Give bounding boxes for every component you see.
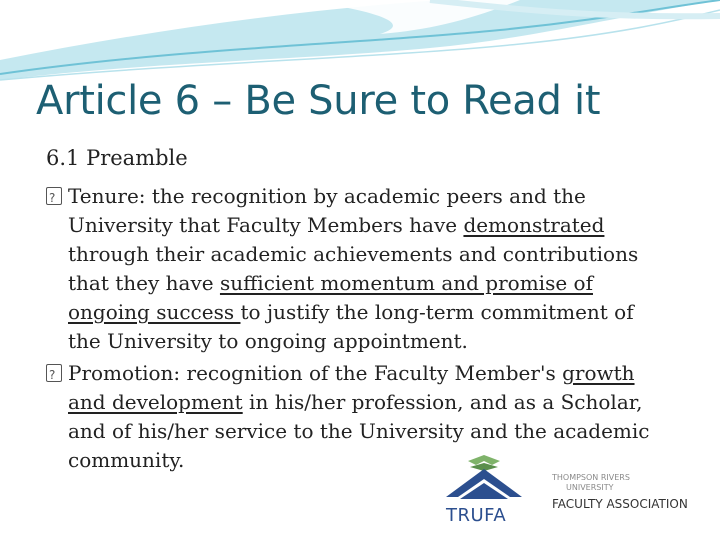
tenure-line-3: through their academic achievements and contributions xyxy=(68,242,639,266)
section-heading: 6.1 Preamble xyxy=(46,146,188,170)
missing-glyph-icon xyxy=(46,364,62,382)
promotion-line-3: and of his/her service to the University and the academic xyxy=(68,419,650,443)
tenure-line-4: that they have xyxy=(68,271,220,295)
promotion-emphasis-2: and development xyxy=(68,390,243,414)
logo-wordmark xyxy=(552,473,688,511)
promotion-line-2: in his/her profession, and as a Scholar, xyxy=(242,390,643,414)
logo-acronym: TRUFA xyxy=(446,505,507,526)
missing-glyph-icon xyxy=(46,187,62,205)
bullet-tenure xyxy=(46,182,686,356)
tenure-emphasis-1: demonstrated xyxy=(463,213,605,237)
promotion-line-4: community. xyxy=(68,448,185,472)
logo-line-3: FACULTY ASSOCIATION xyxy=(552,497,688,511)
tenure-emphasis-2: sufficient momentum and promise of xyxy=(219,271,593,295)
tenure-emphasis-3: ongoing success xyxy=(68,300,241,324)
promotion-emphasis-1: growth xyxy=(562,361,635,385)
tenure-line-6: the University to ongoing appointment. xyxy=(68,329,468,353)
slide-title: Article 6 – Be Sure to Read it xyxy=(36,78,601,124)
logo-line-1: THOMPSON RIVERS xyxy=(552,473,630,482)
promotion-line-1: Promotion: recognition of the Faculty Member's xyxy=(68,361,563,385)
header-wave-decoration xyxy=(0,0,720,90)
tenure-line-5: to justify the long-term commitment of xyxy=(240,300,634,324)
tenure-line-1: Tenure: the recognition by academic peers and the xyxy=(68,184,586,208)
tenure-line-2: University that Faculty Members have xyxy=(68,213,464,237)
logo-line-2: UNIVERSITY xyxy=(566,483,614,492)
